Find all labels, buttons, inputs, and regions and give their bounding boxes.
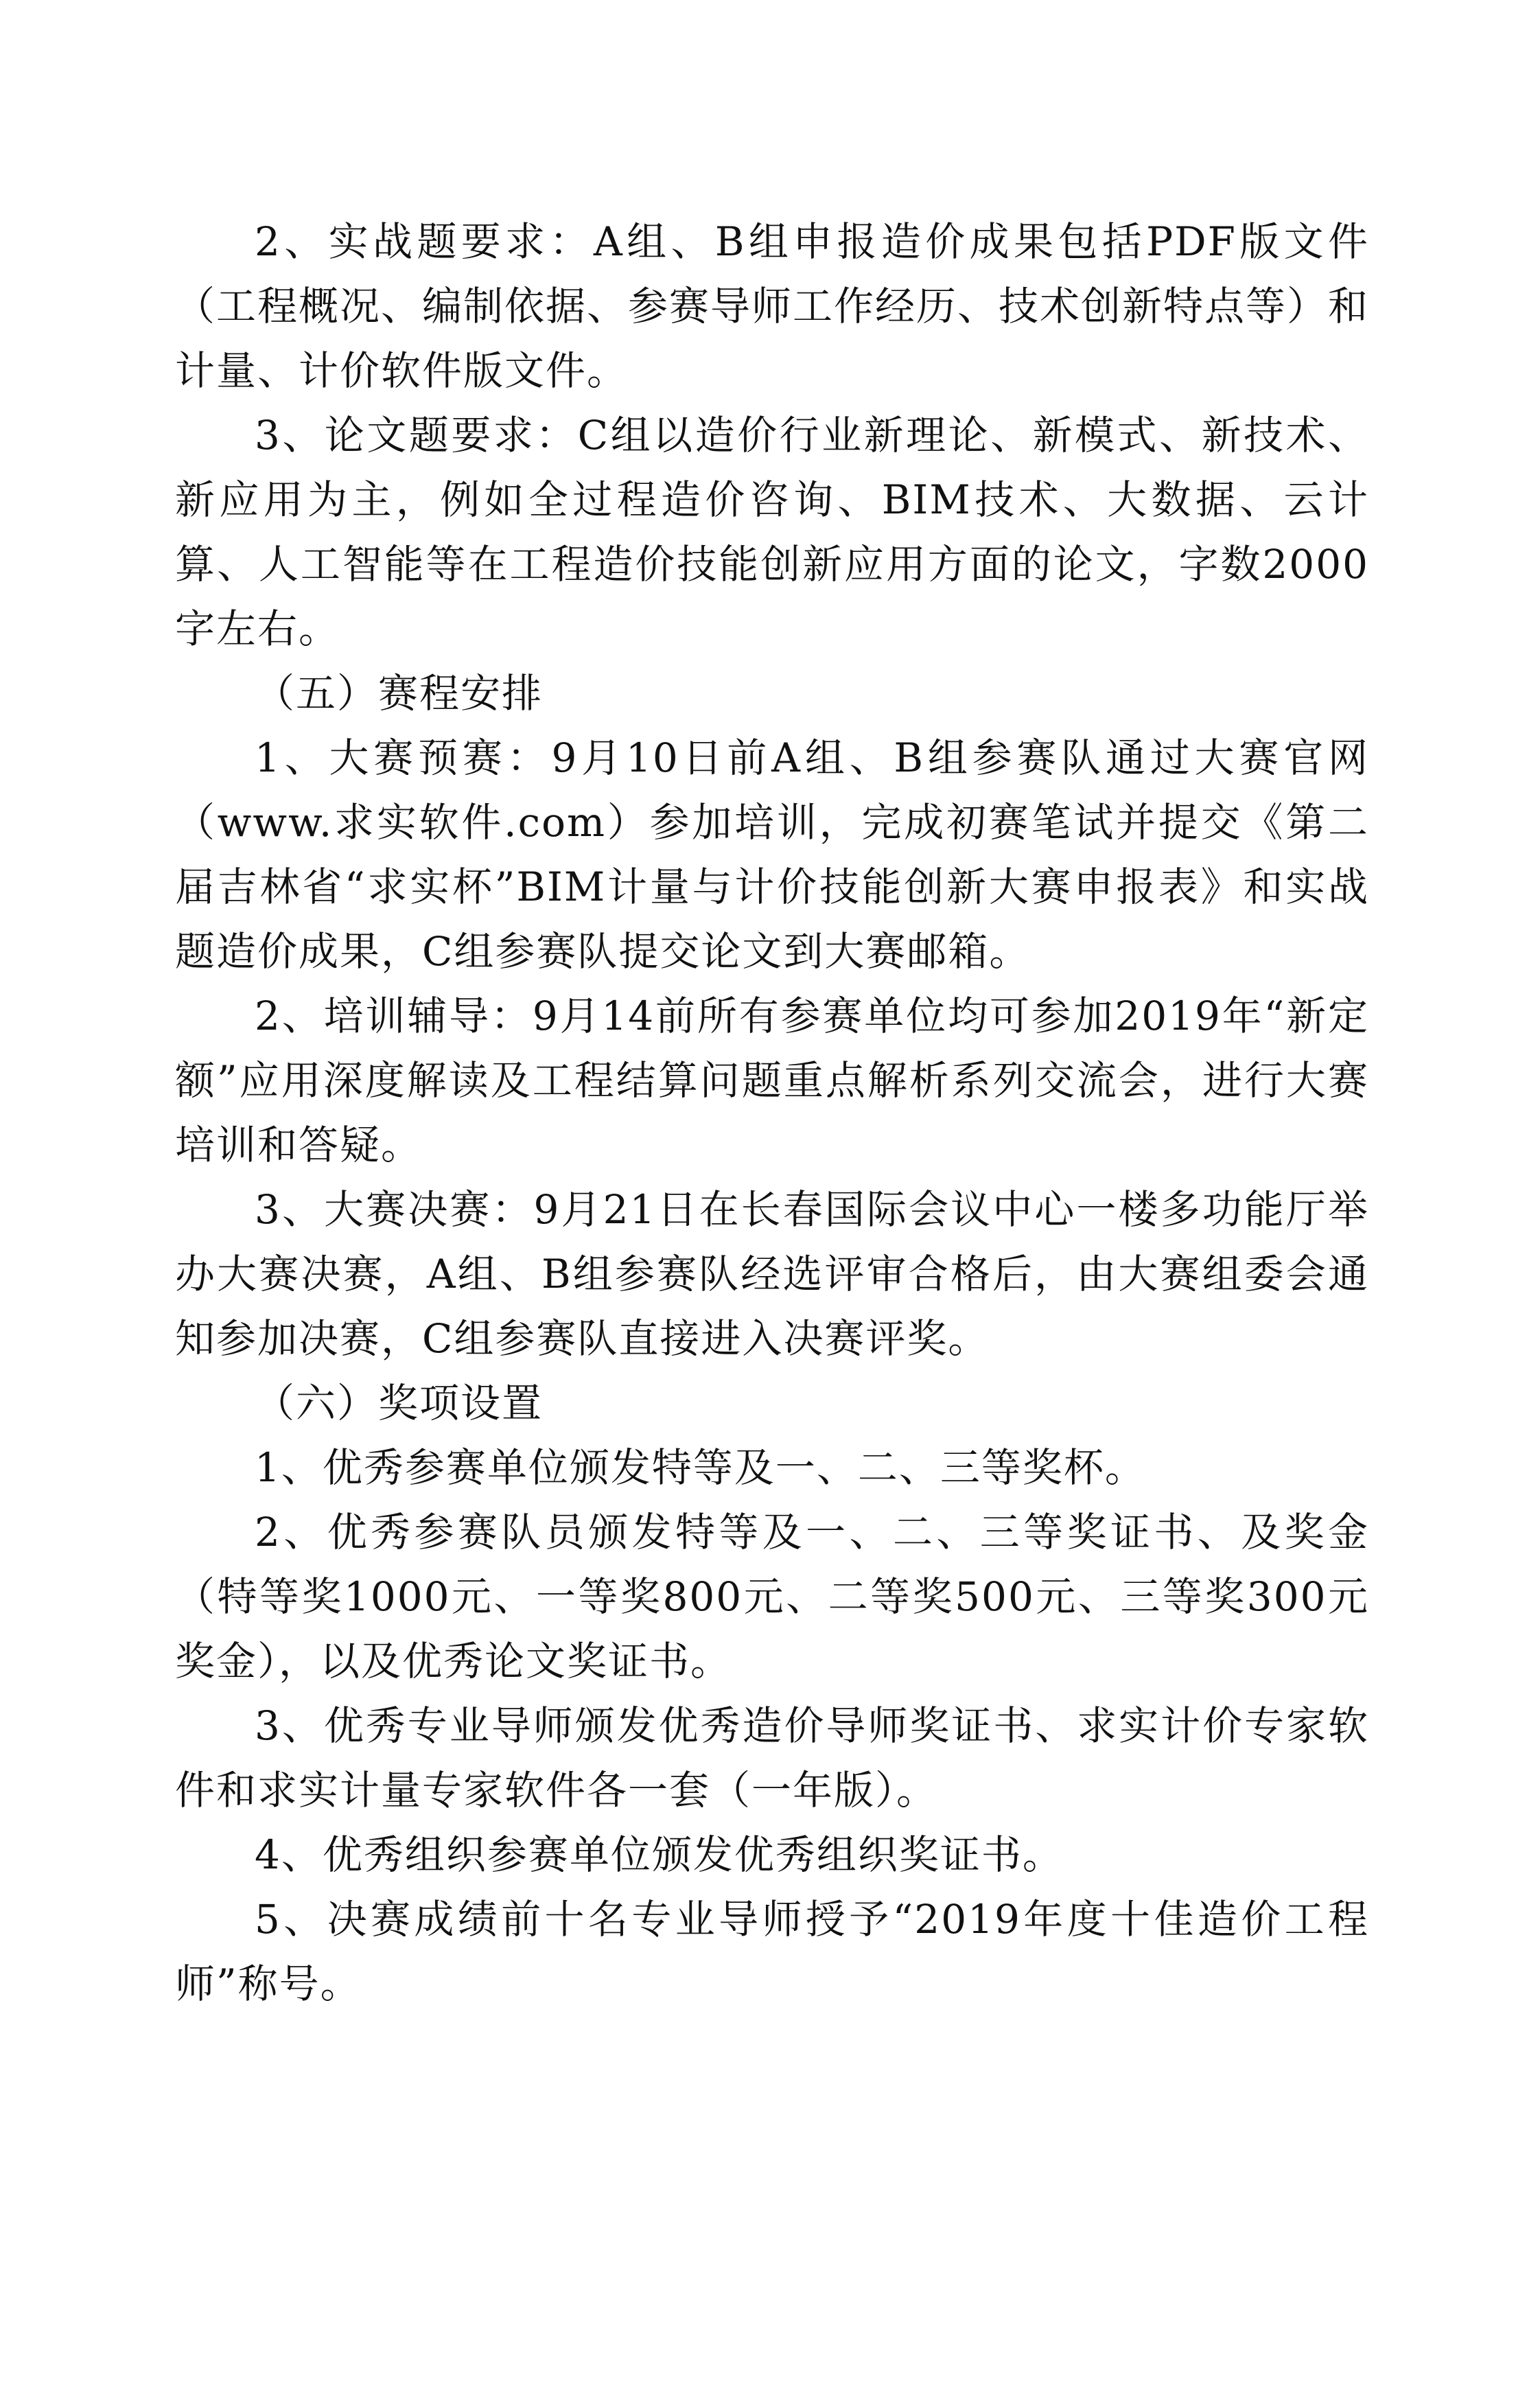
section-heading-awards: （六）奖项设置 (255, 1380, 544, 1426)
award-item-3: 3、优秀专业导师颁发优秀造价导师奖证书、求实计价专家软件和求实计量专家软件各一套（一年版）。 (175, 1702, 1369, 1814)
item-final: 3、大赛决赛：9月21日在长春国际会议中心一楼多功能厅举办大赛决赛，A组、B组参赛队经选评审合格后，由大赛组委会通知参加决赛，C组参赛队直接进入决赛评奖。 (175, 1186, 1369, 1362)
section-heading-schedule: （五）赛程安排 (255, 670, 544, 717)
award-item-1: 1、优秀参赛单位颁发特等及一、二、三等奖杯。 (255, 1444, 1146, 1491)
award-item-4: 4、优秀组织参赛单位颁发优秀组织奖证书。 (255, 1831, 1064, 1878)
item-practice-requirement: 2、实战题要求：A组、B组申报造价成果包括PDF版文件（工程概况、编制依据、参赛导师工作经历、技术创新特点等）和计量、计价软件版文件。 (175, 218, 1370, 394)
award-item-2: 2、优秀参赛队员颁发特等及一、二、三等奖证书、及奖金（特等奖1000元、一等奖800元、二等奖500元、三等奖300元奖金），以及优秀论文奖证书。 (175, 1509, 1369, 1685)
item-paper-requirement: 3、论文题要求：C组以造价行业新理论、新模式、新技术、新应用为主，例如全过程造价咨询、BIM技术、大数据、云计算、人工智能等在工程造价技能创新应用方面的论文，字数2000字左右。 (175, 412, 1369, 652)
item-training: 2、培训辅导：9月14前所有参赛单位均可参加2019年“新定额”应用深度解读及工程结算问题重点解析系列交流会，进行大赛培训和答疑。 (175, 993, 1369, 1168)
item-preliminary: 1、大赛预赛：9月10日前A组、B组参赛队通过大赛官网（www.求实软件.com）参加培训，完成初赛笔试并提交《第二届吉林省“求实杯”BIM计量与计价技能创新大赛申报表》和实战题造价成果，C组参赛队提交论文到大赛邮箱。 (175, 734, 1369, 975)
document-body (175, 209, 1369, 2016)
award-item-5: 5、决赛成绩前十名专业导师授予“2019年度十佳造价工程师”称号。 (175, 1896, 1369, 2007)
